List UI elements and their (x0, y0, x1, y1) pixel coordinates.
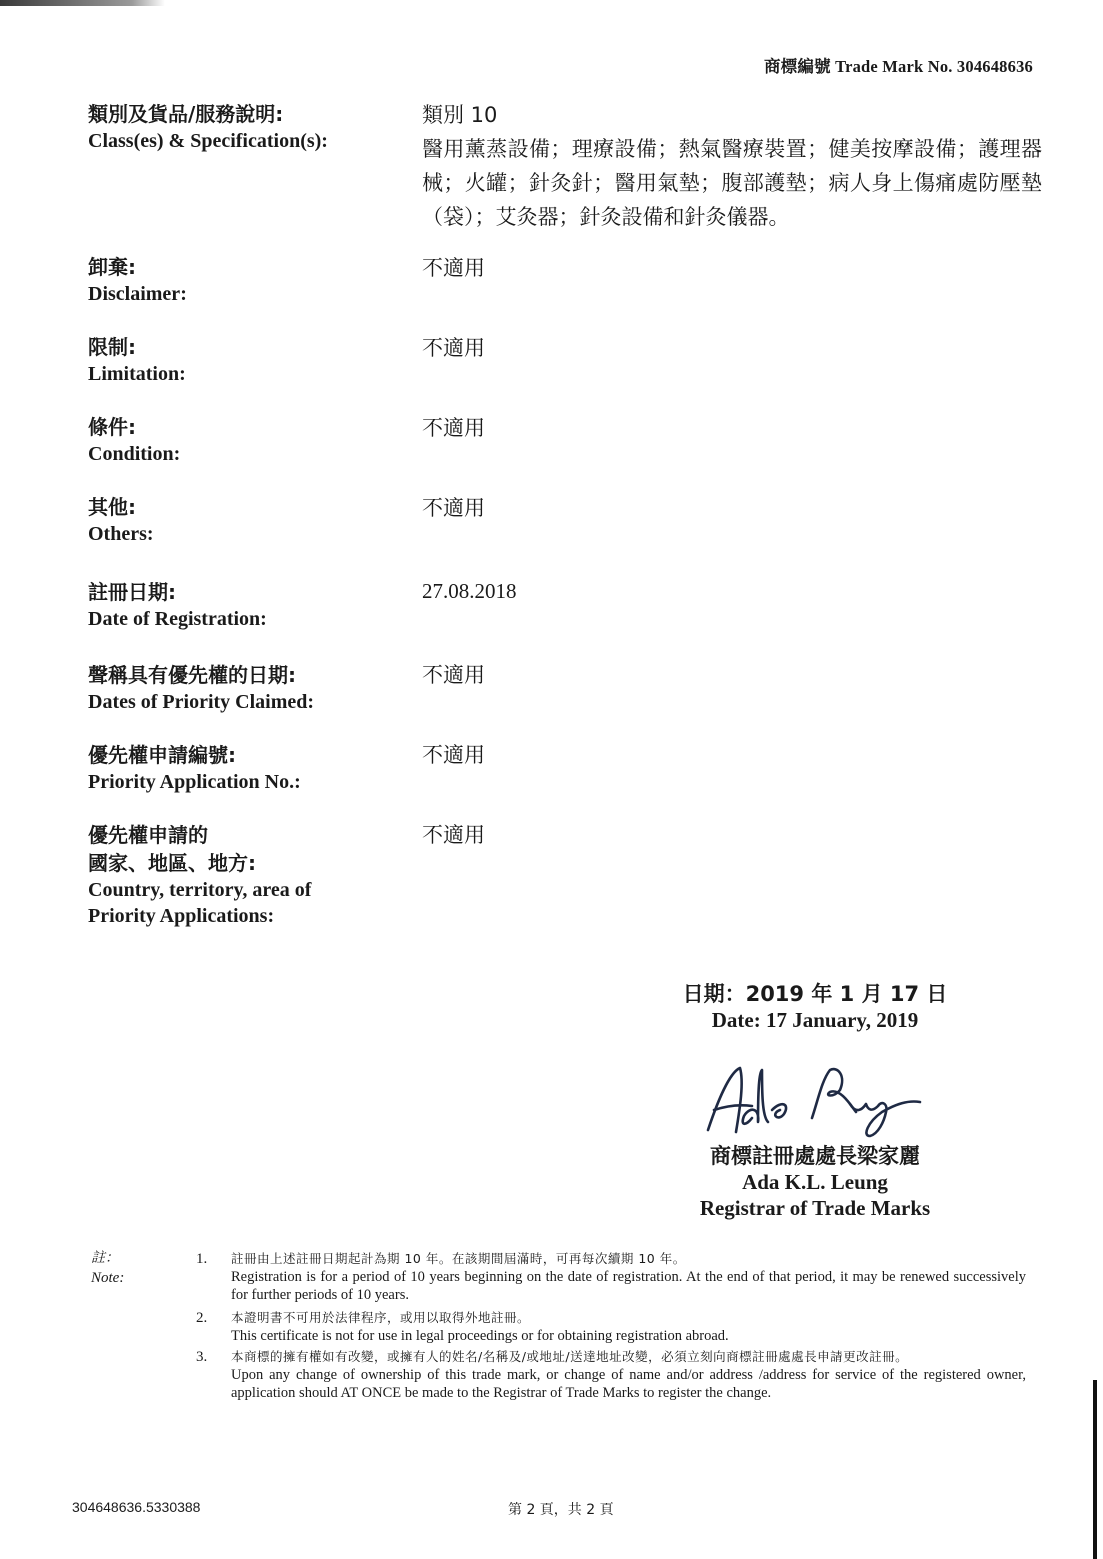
registrar-name-en: Ada K.L. Leung (742, 1170, 888, 1194)
value-dates-of-priority-claimed: 不適用 (422, 663, 485, 687)
value-condition: 不適用 (422, 416, 485, 440)
value-priority-application-no: 不適用 (422, 743, 485, 767)
label-zh: 聲稱具有優先權的日期: (88, 663, 296, 687)
note-item (196, 1250, 1026, 1304)
value-specification: 醫用薰蒸設備；理療設備；熱氣醫療裝置；健美按摩設備；護理器械；火罐；針灸針；醫用氣墊；腹部護墊；病人身上傷痛處防壓墊（袋）；艾灸器；針灸設備和針灸儀器。 (422, 137, 1042, 229)
note-text-zh: 本證明書不可用於法律程序，或用以取得外地註冊。 (231, 1310, 531, 1325)
document-reference: 304648636.5330388 (72, 1499, 201, 1515)
trade-mark-number: 商標編號 Trade Mark No. 304648636 (763, 57, 1033, 76)
field-disclaimer (88, 253, 408, 307)
note-text-en: This certificate is not for use in legal proceedings or for obtaining registration abroad. (231, 1328, 729, 1344)
value-date-of-registration: 27.08.2018 (422, 579, 517, 603)
label-en: Others: (88, 523, 154, 545)
label-zh: 限制: (88, 335, 136, 359)
registrar-title: Registrar of Trade Marks (699, 1196, 931, 1220)
registrar-signature (700, 1060, 930, 1140)
label-zh: 優先權申請編號: (88, 743, 236, 767)
field-country-territory-area (88, 821, 408, 929)
field-limitation (88, 333, 408, 387)
label-en: Condition: (88, 443, 181, 465)
page-number: 第 2 頁，共 2 頁 (508, 1502, 614, 1518)
value-others: 不適用 (422, 496, 485, 520)
field-date-of-registration (88, 578, 408, 632)
field-dates-of-priority-claimed (88, 661, 408, 715)
note-text-en: Upon any change of ownership of this trade mark, or change of name and/or address /address for service of the registered owner, application should AT ONCE be made to the Registrar of Trade Marks to register the change. (231, 1367, 1026, 1401)
label-zh: 國家、地區、地方: (88, 851, 256, 875)
scan-edge-top (0, 0, 165, 6)
label-zh: 卸棄: (88, 255, 136, 279)
field-condition (88, 413, 408, 467)
note-text-zh: 本商標的擁有權如有改變，或擁有人的姓名/名稱及/或地址/送達地址改變，必須立刻向商標註冊處處長申請更改註冊。 (231, 1349, 909, 1364)
value-limitation: 不適用 (422, 336, 485, 360)
notes-label (91, 1248, 124, 1288)
issue-date-zh: 日期：2019 年 1 月 17 日 (682, 982, 948, 1006)
label-zh: 優先權申請的 (88, 823, 208, 847)
value-class-specification (422, 98, 1042, 234)
label-en: Date of Registration: (88, 608, 267, 630)
label-en: Disclaimer: (88, 283, 187, 305)
field-class-specification (88, 100, 408, 154)
label-zh: 條件: (88, 415, 136, 439)
notes-label-zh: 註： (91, 1250, 119, 1266)
label-en: Country, territory, area of (88, 879, 312, 901)
note-item (196, 1348, 1026, 1402)
note-number: 1. (196, 1251, 208, 1267)
field-others (88, 493, 408, 547)
registrar-name-zh: 商標註冊處處長梁家麗 (710, 1144, 920, 1168)
notes-label-en: Note: (91, 1270, 125, 1286)
label-en: Class(es) & Specification(s): (88, 130, 328, 152)
note-text-zh: 註冊由上述註冊日期起計為期 10 年。在該期間屆滿時，可再每次續期 10 年。 (231, 1251, 686, 1266)
issue-date-en: Date: 17 January, 2019 (711, 1008, 919, 1032)
note-text-en: Registration is for a period of 10 years beginning on the date of registration. At the end of that period, it may be renewed successively for further periods of 10 years. (231, 1269, 1026, 1303)
label-en: Dates of Priority Claimed: (88, 691, 315, 713)
value-disclaimer: 不適用 (422, 256, 485, 280)
field-priority-application-no (88, 741, 408, 795)
scan-edge-right (1093, 1380, 1097, 1559)
label-en: Limitation: (88, 363, 186, 385)
value-class-number: 類別 10 (422, 103, 498, 127)
label-zh: 類別及貨品/服務說明: (88, 102, 284, 126)
note-number: 3. (196, 1349, 208, 1365)
note-item (196, 1309, 1026, 1345)
note-number: 2. (196, 1310, 208, 1326)
label-zh: 其他: (88, 495, 136, 519)
label-en: Priority Applications: (88, 905, 275, 927)
value-country-territory-area: 不適用 (422, 823, 485, 847)
label-zh: 註冊日期: (88, 580, 176, 604)
label-en: Priority Application No.: (88, 771, 301, 793)
